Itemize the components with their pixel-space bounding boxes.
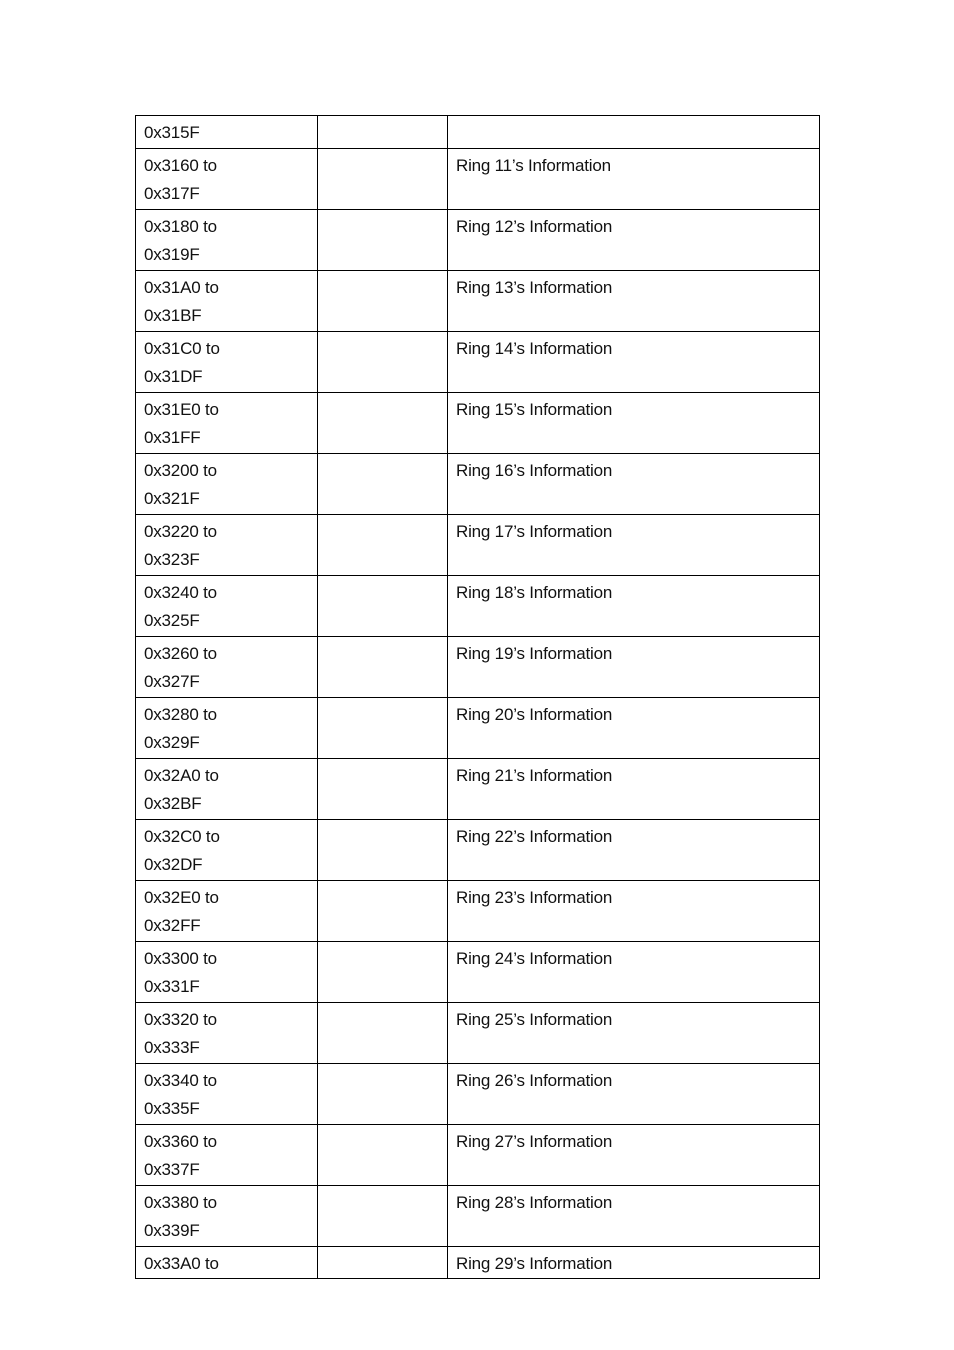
description-cell: Ring 14’s Information: [448, 331, 820, 392]
address-cell: [136, 758, 318, 819]
table-row: [136, 392, 820, 453]
address-cell: [136, 1185, 318, 1246]
value-cell: [318, 697, 448, 758]
description-cell: Ring 17’s Information: [448, 514, 820, 575]
address-end: 0x321F: [144, 489, 200, 508]
description-cell: Ring 27’s Information: [448, 1124, 820, 1185]
description-cell: Ring 23’s Information: [448, 880, 820, 941]
description-cell: Ring 28’s Information: [448, 1185, 820, 1246]
description-cell: Ring 24’s Information: [448, 941, 820, 1002]
value-cell: [318, 331, 448, 392]
table-row: [136, 1246, 820, 1279]
table-row: [136, 148, 820, 209]
table-row: [136, 575, 820, 636]
description-cell: Ring 26’s Information: [448, 1063, 820, 1124]
description-cell: [448, 116, 820, 149]
value-cell: [318, 819, 448, 880]
description-cell: Ring 25’s Information: [448, 1002, 820, 1063]
address-end: 0x32DF: [144, 855, 203, 874]
table-row: [136, 209, 820, 270]
address-cell: [136, 209, 318, 270]
address-cell: [136, 1002, 318, 1063]
address-end: 0x31FF: [144, 428, 201, 447]
address-end: 0x335F: [144, 1099, 200, 1118]
address-end: 0x337F: [144, 1160, 200, 1179]
address-start: 0x3380 to: [144, 1192, 217, 1212]
address-start: 0x3200 to: [144, 460, 217, 480]
address-cell: [136, 880, 318, 941]
description-cell: Ring 20’s Information: [448, 697, 820, 758]
description-cell: Ring 18’s Information: [448, 575, 820, 636]
description-cell: Ring 11’s Information: [448, 148, 820, 209]
address-end: 0x31DF: [144, 367, 203, 386]
address-start: 0x32E0 to: [144, 887, 219, 907]
table-row: [136, 941, 820, 1002]
address-start: 0x3280 to: [144, 704, 217, 724]
value-cell: [318, 1063, 448, 1124]
address-end: 0x32FF: [144, 916, 201, 935]
value-cell: [318, 209, 448, 270]
address-start: 0x3300 to: [144, 948, 217, 968]
table-row: [136, 1185, 820, 1246]
address-end: 0x339F: [144, 1221, 200, 1240]
address-start: 0x31C0 to: [144, 338, 220, 358]
value-cell: [318, 453, 448, 514]
value-cell: [318, 1002, 448, 1063]
value-cell: [318, 880, 448, 941]
address-end: 0x323F: [144, 550, 200, 569]
address-cell: [136, 636, 318, 697]
address-start: 0x3180 to: [144, 216, 217, 236]
address-end: 0x31BF: [144, 306, 202, 325]
description-cell: Ring 19’s Information: [448, 636, 820, 697]
address-cell: [136, 514, 318, 575]
address-cell: [136, 1124, 318, 1185]
value-cell: [318, 941, 448, 1002]
address-cell: [136, 1246, 318, 1279]
value-cell: [318, 116, 448, 149]
register-map-table: [135, 115, 820, 1279]
value-cell: [318, 1246, 448, 1279]
address-start: 0x33A0 to: [144, 1253, 219, 1273]
address-cell: [136, 575, 318, 636]
table-row: [136, 819, 820, 880]
address-end: 0x333F: [144, 1038, 200, 1057]
table-row: [136, 636, 820, 697]
description-cell: Ring 13’s Information: [448, 270, 820, 331]
table-row: [136, 1063, 820, 1124]
address-start: 0x32A0 to: [144, 765, 219, 785]
address-end: 0x319F: [144, 245, 200, 264]
table-row: [136, 270, 820, 331]
table-row: [136, 880, 820, 941]
address-start: 0x31E0 to: [144, 399, 219, 419]
address-end: 0x317F: [144, 184, 200, 203]
table-row: [136, 453, 820, 514]
address-start: 0x3220 to: [144, 521, 217, 541]
address-cell: [136, 941, 318, 1002]
description-cell: Ring 16’s Information: [448, 453, 820, 514]
address-cell: [136, 270, 318, 331]
address-cell: [136, 116, 318, 149]
address-start: 0x3240 to: [144, 582, 217, 602]
address-end: 0x325F: [144, 611, 200, 630]
table-row: [136, 514, 820, 575]
address-end: 0x331F: [144, 977, 200, 996]
address-start: 0x32C0 to: [144, 826, 220, 846]
address-cell: [136, 453, 318, 514]
address-end: 0x327F: [144, 672, 200, 691]
value-cell: [318, 148, 448, 209]
address-start: 0x3320 to: [144, 1009, 217, 1029]
description-cell: Ring 12’s Information: [448, 209, 820, 270]
address-start: 0x31A0 to: [144, 277, 219, 297]
address-cell: [136, 697, 318, 758]
table-row: [136, 116, 820, 149]
value-cell: [318, 636, 448, 697]
address-start: 0x3260 to: [144, 643, 217, 663]
address-cell: [136, 148, 318, 209]
description-cell: Ring 15’s Information: [448, 392, 820, 453]
table-row: [136, 331, 820, 392]
address-cell: [136, 392, 318, 453]
value-cell: [318, 270, 448, 331]
value-cell: [318, 514, 448, 575]
address-start: 0x3340 to: [144, 1070, 217, 1090]
table-row: [136, 697, 820, 758]
description-cell: Ring 22’s Information: [448, 819, 820, 880]
address-start: 0x315F: [144, 123, 200, 142]
address-start: 0x3160 to: [144, 155, 217, 175]
address-cell: [136, 1063, 318, 1124]
description-cell: Ring 21’s Information: [448, 758, 820, 819]
value-cell: [318, 1124, 448, 1185]
address-start: 0x3360 to: [144, 1131, 217, 1151]
value-cell: [318, 392, 448, 453]
value-cell: [318, 575, 448, 636]
address-cell: [136, 331, 318, 392]
register-map-body: [136, 116, 820, 1279]
address-cell: [136, 819, 318, 880]
address-end: 0x329F: [144, 733, 200, 752]
table-row: [136, 1002, 820, 1063]
description-cell: Ring 29’s Information: [448, 1246, 820, 1279]
value-cell: [318, 1185, 448, 1246]
address-end: 0x32BF: [144, 794, 202, 813]
table-row: [136, 758, 820, 819]
value-cell: [318, 758, 448, 819]
table-row: [136, 1124, 820, 1185]
